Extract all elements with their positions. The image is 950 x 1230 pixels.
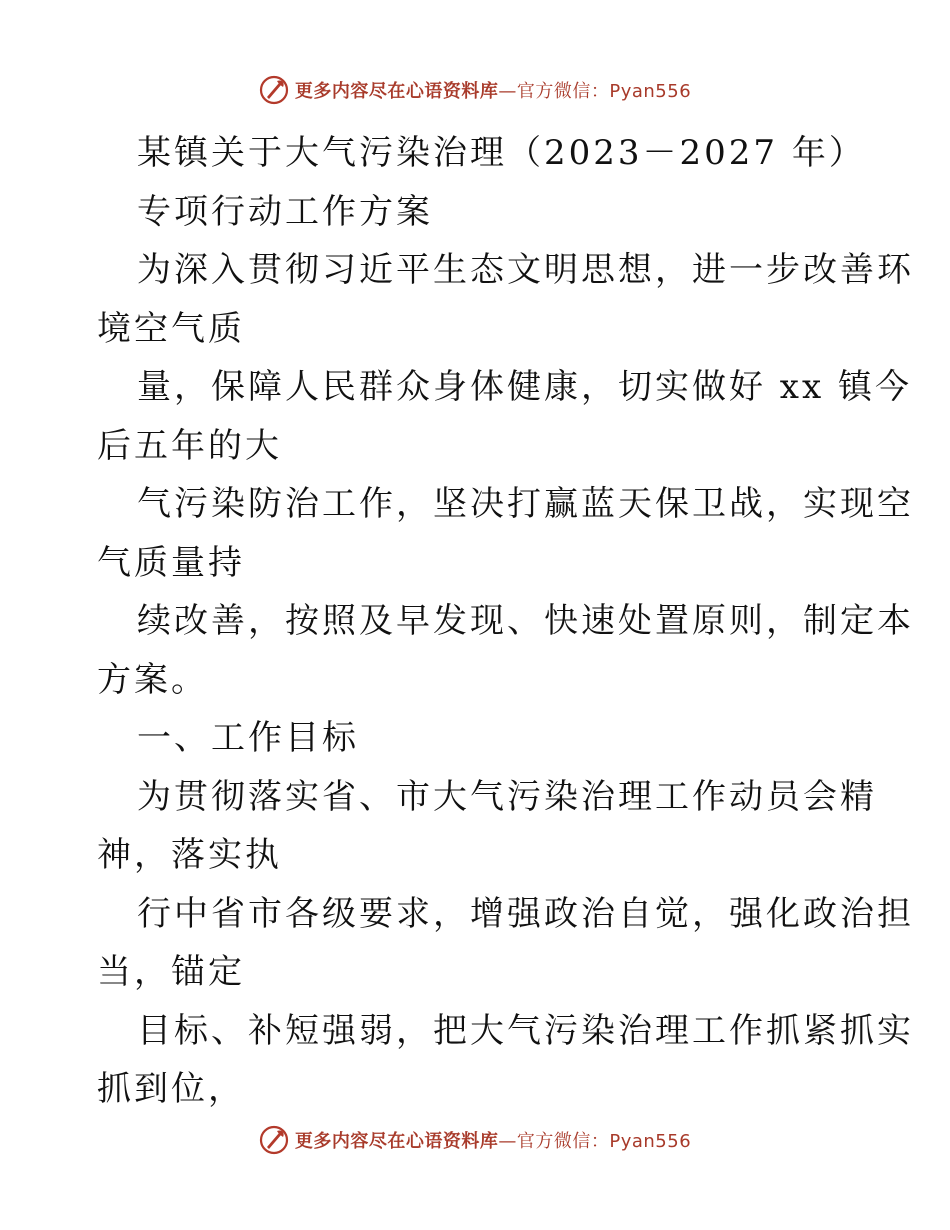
document-line: 为贯彻落实省、市大气污染治理工作动员会精 — [137, 776, 877, 817]
document-line: 量，保障人民群众身体健康，切实做好 xx 镇今 — [137, 367, 912, 407]
document-line: 方案。 — [97, 659, 208, 700]
document-line: 某镇关于大气污染治理（2023－2027 年） — [137, 133, 866, 173]
watermark-dash: — — [498, 1131, 517, 1152]
document-line: 当，锚定 — [97, 952, 245, 992]
watermark-wechat-text: 官方微信：Pyan556 — [516, 81, 692, 102]
document-line: 气污染防治工作，坚决打赢蓝天保卫战，实现空 — [137, 484, 914, 524]
document-line: 专项行动工作方案 — [137, 191, 433, 232]
document-line: 抓到位， — [97, 1069, 245, 1109]
watermark-lead-text: 更多内容尽在心语资料库 — [294, 81, 499, 102]
quill-logo-icon — [259, 75, 289, 105]
watermark-lead-text: 更多内容尽在心语资料库 — [294, 1131, 499, 1152]
watermark-banner-bottom — [0, 1122, 950, 1158]
document-line: 续改善，按照及早发现、快速处置原则，制定本 — [137, 601, 914, 641]
document-line: 为深入贯彻习近平生态文明思想，进一步改善环 — [137, 250, 914, 290]
document-line: 目标、补短强弱，把大气污染治理工作抓紧抓实 — [137, 1010, 914, 1051]
quill-logo-icon — [259, 1125, 289, 1155]
document-line: 后五年的大 — [97, 425, 282, 466]
document-line: 气质量持 — [97, 542, 245, 583]
watermark-banner-top — [0, 72, 950, 108]
watermark-wechat-text: 官方微信：Pyan556 — [516, 1131, 692, 1152]
document-body — [97, 124, 914, 1119]
watermark-dash: — — [498, 81, 517, 102]
document-line: 一、工作目标 — [137, 718, 359, 758]
document-line: 境空气质 — [97, 308, 245, 349]
document-line: 神，落实执 — [97, 835, 282, 875]
document-line: 行中省市各级要求，增强政治自觉，强化政治担 — [137, 893, 914, 934]
